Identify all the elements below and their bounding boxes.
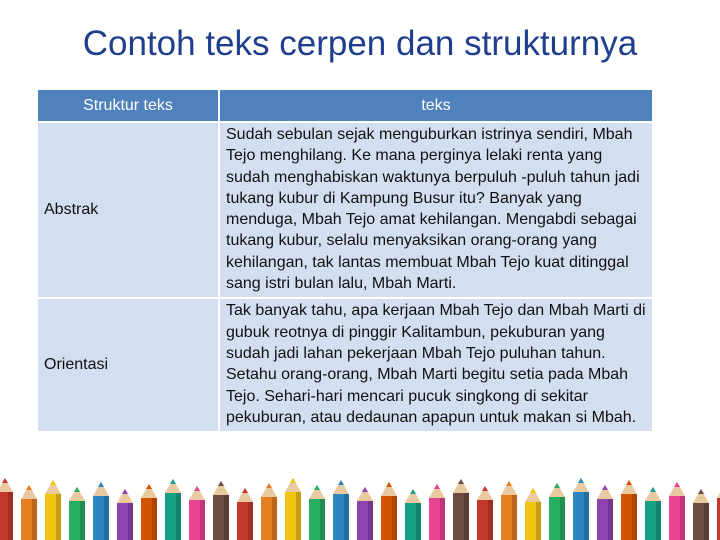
colored-pencils-decoration xyxy=(0,470,720,540)
pencil xyxy=(429,484,445,540)
pencil xyxy=(285,478,301,540)
row-text-cell: Sudah sebulan sejak menguburkan istrinya sendiri, Mbah Tejo menghilang. Ke mana perginya lelaki renta yang sudah menghabiskan waktunya berpuluh -puluh tahun jadi tukang kubur di Kampung Busur itu? Banyak yang menduga, Mbah Tejo amat kehilangan. Mengabdi sebagai tukang kubur, selalu menyaksikan orang-orang yang kehilangan, tak lantas membuat Mbah Tejo kuat ditinggal sang istri bulan lalu, Mbah Marti. xyxy=(220,123,652,297)
pencil xyxy=(45,480,61,540)
table-row xyxy=(38,299,652,431)
pencil xyxy=(141,484,157,540)
pencil xyxy=(381,482,397,540)
pencil xyxy=(477,486,493,540)
row-structure-label: Abstrak xyxy=(38,123,218,297)
pencil xyxy=(405,489,421,540)
pencil xyxy=(645,487,661,540)
pencil xyxy=(213,481,229,540)
table-row xyxy=(38,123,652,297)
pencil xyxy=(549,483,565,540)
pencil xyxy=(0,478,13,540)
pencil xyxy=(165,479,181,540)
pencil xyxy=(309,485,325,540)
pencil xyxy=(573,478,589,540)
pencil xyxy=(117,489,133,540)
pencil xyxy=(69,487,85,540)
structure-table xyxy=(36,88,654,433)
pencil xyxy=(453,479,469,540)
pencil xyxy=(693,489,709,540)
pencil xyxy=(93,482,109,540)
pencil xyxy=(237,488,253,540)
header-struktur: Struktur teks xyxy=(38,90,218,121)
pencil xyxy=(21,485,37,540)
pencil xyxy=(621,480,637,540)
slide-title: Contoh teks cerpen dan strukturnya xyxy=(82,24,638,63)
pencil xyxy=(261,483,277,540)
pencil xyxy=(597,485,613,540)
header-teks: teks xyxy=(220,90,652,121)
pencil xyxy=(333,480,349,540)
row-text-cell: Tak banyak tahu, apa kerjaan Mbah Tejo dan Mbah Marti di gubuk reotnya di pinggir Kalitambun, pekuburan yang sudah jadi lahan pekerjaan Mbah Tejo puluhan tahun. Setahu orang-orang, Mbah Marti begitu setia pada Mbah Tejo. Sehari-hari mencari pucuk singkong di sekitar pekuburan, atau dedaunan apapun untuk makan si Mbah. xyxy=(220,299,652,431)
table-header-row xyxy=(38,90,652,121)
pencil xyxy=(669,482,685,540)
pencil xyxy=(525,488,541,540)
row-structure-label: Orientasi xyxy=(38,299,218,431)
pencil xyxy=(357,487,373,540)
pencil xyxy=(189,486,205,540)
pencil xyxy=(501,481,517,540)
